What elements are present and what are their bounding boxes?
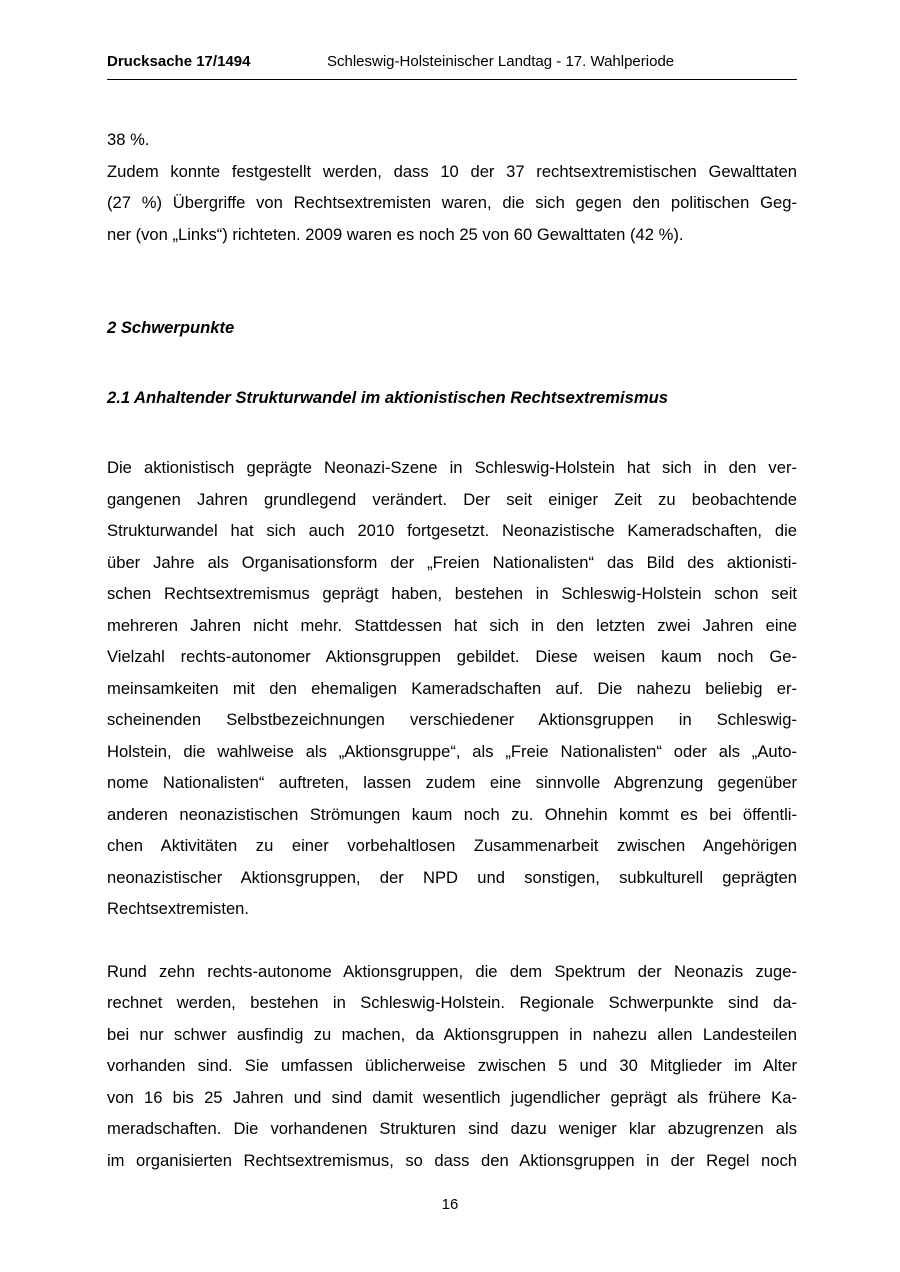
page-content [107,124,797,1176]
page-header [107,53,797,80]
text-line: ner (von „Links“) richteten. 2009 waren es noch 25 von 60 Gewalttaten (42 %). [107,224,684,244]
text-line: chen Aktivitäten zu einer vorbehaltlosen Zusammenarbeit zwischen Angehörigen [107,836,797,855]
text-line: Die aktionistisch geprägte Neonazi-Szene in Schleswig-Holstein hat sich in den ver- [107,458,797,477]
text-line: über Jahre als Organisationsform der „Freien Nationalisten“ das Bild des aktionisti- [107,552,797,572]
text-line: 38 %. [107,130,150,149]
text-line: Strukturwandel hat sich auch 2010 fortgesetzt. Neonazistische Kameradschaften, die [107,521,797,540]
text-line: bei nur schwer ausfindig zu machen, da Aktionsgruppen in nahezu allen Landesteilen [107,1024,797,1044]
text-line: mehreren Jahren nicht mehr. Stattdessen hat sich in den letzten zwei Jahren eine [107,615,797,635]
page-number: 16 [441,1196,459,1213]
text-line: vorhanden sind. Sie umfassen üblicherweise zwischen 5 und 30 Mitglieder im Alter [107,1056,797,1075]
text-line: Zudem konnte festgestellt werden, dass 10 der 37 rechtsextremistischen Gewalttaten [107,161,797,181]
text-line: im organisierten Rechtsextremismus, so dass den Aktionsgruppen in der Regel noch [107,1150,797,1170]
text-line: rechnet werden, bestehen in Schleswig-Holstein. Regionale Schwerpunkte sind da- [107,993,797,1012]
text-line: meradschaften. Die vorhandenen Strukturen sind dazu weniger klar abzugrenzen als [107,1119,797,1138]
subsection-heading: 2.1 Anhaltender Strukturwandel im aktionistischen Rechtsextremismus [107,387,668,407]
text-line: gangenen Jahren grundlegend verändert. Der seit einiger Zeit zu beobachtende [107,489,797,509]
text-line: neonazistischer Aktionsgruppen, der NPD und sonstigen, subkulturell geprägten [107,867,797,887]
header-title: Schleswig-Holsteinischer Landtag - 17. Wahlperiode [327,53,675,70]
paragraph-3 [107,452,797,925]
text-line: von 16 bis 25 Jahren und sind damit wesentlich jugendlicher geprägt als frühere Ka- [107,1087,797,1107]
paragraph-1 [107,124,797,156]
text-line: anderen neonazistischen Strömungen kaum noch zu. Ohnehin kommt es bei öffentli- [107,804,797,824]
document-number: Drucksache 17/1494 [107,53,251,70]
paragraph-2 [107,156,797,251]
section-heading: 2 Schwerpunkte [107,318,235,337]
text-line: Rund zehn rechts-autonome Aktionsgruppen, die dem Spektrum der Neonazis zuge- [107,961,797,981]
text-line: Vielzahl rechts-autonomer Aktionsgruppen gebildet. Diese weisen kaum noch Ge- [107,647,797,666]
paragraph-4 [107,956,797,1177]
text-line: Holstein, die wahlweise als „Aktionsgruppe“, als „Freie Nationalisten“ oder als „Auto- [107,741,797,761]
text-line: schen Rechtsextremismus geprägt haben, bestehen in Schleswig-Holstein schon seit [107,584,797,603]
text-line: Rechtsextremisten. [107,899,250,918]
text-line: meinsamkeiten mit den ehemaligen Kameradschaften auf. Die nahezu beliebig er- [107,678,797,698]
text-line: (27 %) Übergriffe von Rechtsextremisten waren, die sich gegen den politischen Geg- [107,193,797,212]
text-line: scheinenden Selbstbezeichnungen verschiedener Aktionsgruppen in Schleswig- [107,710,797,729]
text-line: nome Nationalisten“ auftreten, lassen zudem eine sinnvolle Abgrenzung gegenüber [107,773,797,792]
